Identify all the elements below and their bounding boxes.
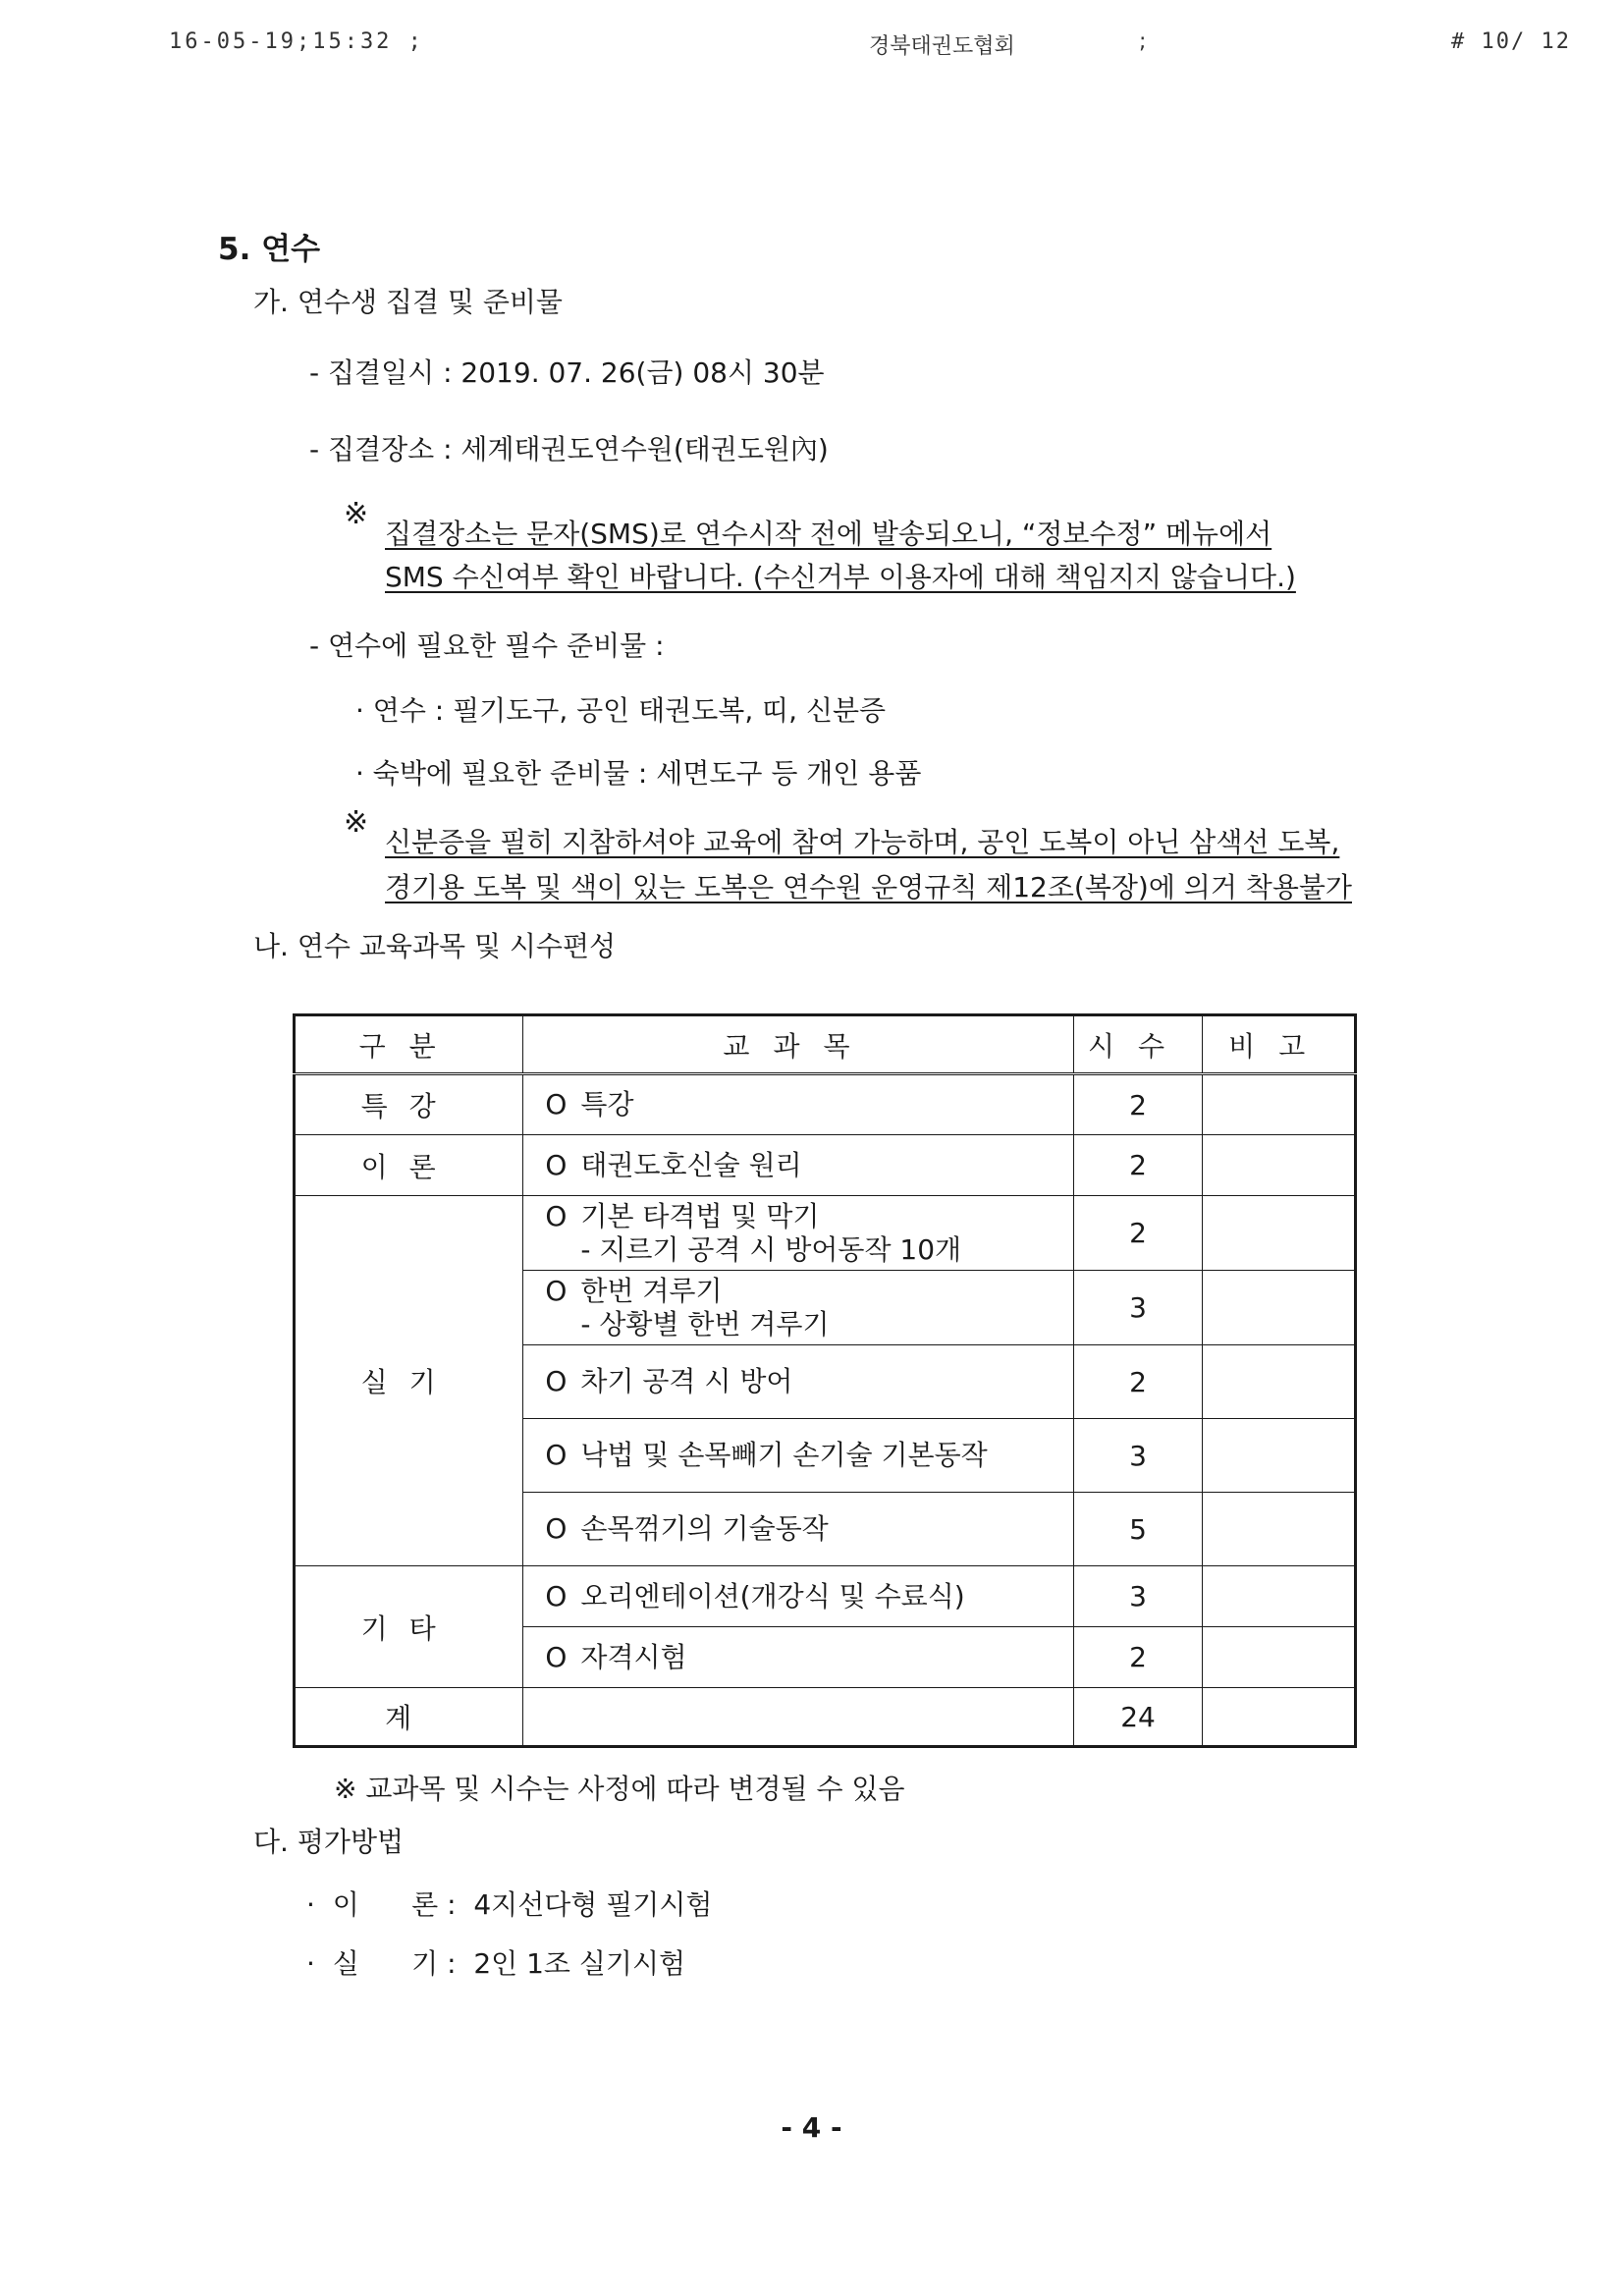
prep-header: - 연수에 필요한 필수 준비물 : [309, 629, 665, 662]
row-hours: 2 [1073, 1345, 1203, 1419]
note2-line2: 경기용 도복 및 색이 있는 도복은 연수원 운영규칙 제12조(복장)에 의거 착용불가 [385, 871, 1352, 903]
row-hours: 2 [1073, 1196, 1203, 1271]
fax-timestamp: 16-05-19;15:32 ; [169, 29, 424, 54]
row-remarks [1203, 1566, 1356, 1627]
row-category: 실기 [295, 1196, 523, 1566]
row-subject: O 차기 공격 시 방어 [523, 1345, 1073, 1419]
circle-bullet: O [545, 1199, 568, 1232]
circle-bullet: O [545, 1579, 568, 1613]
row-subitem: - 지르기 공격 시 방어동작 10개 [580, 1232, 962, 1266]
row-remarks [1203, 1345, 1356, 1419]
row-remarks [1203, 1196, 1356, 1271]
row-category: 특강 [295, 1074, 523, 1135]
header-remarks: 비고 [1203, 1015, 1356, 1074]
row-category: 이론 [295, 1135, 523, 1196]
row-subject: O 오리엔테이션(개강식 및 수료식) [523, 1566, 1073, 1627]
row-remarks [1203, 1074, 1356, 1135]
subsection-ga-title: 가. 연수생 집결 및 준비물 [253, 286, 563, 318]
row-subject: O 한번 겨루기 - 상황별 한번 겨루기 [523, 1271, 1073, 1345]
row-subject: O 낙법 및 손목빼기 손기술 기본동작 [523, 1419, 1073, 1493]
row-remarks [1203, 1135, 1356, 1196]
circle-bullet: O [545, 1512, 568, 1545]
prep-item-study: · 연수 : 필기도구, 공인 태권도복, 띠, 신분증 [355, 694, 887, 727]
note1-line2: SMS 수신여부 확인 바랍니다. (수신거부 이용자에 대해 책임지지 않습니다.) [385, 561, 1296, 593]
row-category: 기타 [295, 1566, 523, 1688]
row-remarks [1203, 1419, 1356, 1493]
row-hours: 2 [1073, 1627, 1203, 1688]
row-subject: O 태권도호신술 원리 [523, 1135, 1073, 1196]
prep-item-lodging: · 숙박에 필요한 준비물 : 세면도구 등 개인 용품 [355, 757, 922, 790]
table-row [295, 1074, 1356, 1135]
row-subject: O 자격시험 [523, 1627, 1073, 1688]
circle-bullet: O [545, 1640, 568, 1673]
circle-bullet: O [545, 1088, 568, 1121]
total-label: 계 [295, 1688, 523, 1747]
table-note: ※ 교과목 및 시수는 사정에 따라 변경될 수 있음 [334, 1773, 905, 1805]
note-mark-2: ※ [344, 805, 369, 840]
header-subject: 교과목 [523, 1015, 1073, 1074]
row-remarks [1203, 1493, 1356, 1566]
subsection-da-title: 다. 평가방법 [253, 1826, 405, 1858]
circle-bullet: O [545, 1274, 568, 1307]
row-hours: 2 [1073, 1074, 1203, 1135]
header-hours: 시수 [1073, 1015, 1203, 1074]
note-mark-1: ※ [344, 497, 369, 531]
row-subject: O 손목꺾기의 기술동작 [523, 1493, 1073, 1566]
evaluation-practice: · 실 기 : 2인 1조 실기시험 [306, 1947, 686, 1980]
row-subject: O 기본 타격법 및 막기 - 지르기 공격 시 방어동작 10개 [523, 1196, 1073, 1271]
table-row [295, 1566, 1356, 1627]
subsection-na-title: 나. 연수 교육과목 및 시수편성 [253, 930, 617, 962]
table-row [295, 1135, 1356, 1196]
row-remarks [1203, 1271, 1356, 1345]
evaluation-theory: · 이 론 : 4지선다형 필기시험 [306, 1888, 713, 1921]
row-subitem: - 상황별 한번 겨루기 [580, 1307, 830, 1340]
fax-separator: ; [1139, 29, 1147, 54]
row-hours: 5 [1073, 1493, 1203, 1566]
circle-bullet: O [545, 1439, 568, 1471]
assembly-time: - 집결일시 : 2019. 07. 26(금) 08시 30분 [309, 356, 825, 389]
circle-bullet: O [545, 1148, 568, 1181]
row-remarks [1203, 1627, 1356, 1688]
row-hours: 2 [1073, 1135, 1203, 1196]
fax-page-counter: # 10/ 12 [1451, 29, 1571, 54]
table-total-row [295, 1688, 1356, 1747]
page-number: - 4 - [781, 2111, 842, 2144]
circle-bullet: O [545, 1365, 568, 1397]
total-remarks [1203, 1688, 1356, 1747]
table-header-row [295, 1015, 1356, 1074]
table-row [295, 1196, 1356, 1271]
row-hours: 3 [1073, 1419, 1203, 1493]
row-subject: O 특강 [523, 1074, 1073, 1135]
assembly-place: - 집결장소 : 세계태권도연수원(태권도원內) [309, 433, 829, 465]
fax-header [0, 29, 1623, 69]
row-hours: 3 [1073, 1271, 1203, 1345]
total-hours: 24 [1073, 1688, 1203, 1747]
row-hours: 3 [1073, 1566, 1203, 1627]
total-subject [523, 1688, 1073, 1747]
note1-line1: 집결장소는 문자(SMS)로 연수시작 전에 발송되오니, “정보수정” 메뉴에서 [385, 518, 1272, 550]
fax-sender: 경북태권도협회 [869, 34, 1015, 59]
note2-line1: 신분증을 필히 지참하셔야 교육에 참여 가능하며, 공인 도복이 아닌 삼색선 도복, [385, 826, 1340, 858]
section-title: 5. 연수 [218, 232, 321, 267]
header-category: 구분 [295, 1015, 523, 1074]
curriculum-table [293, 1013, 1357, 1748]
